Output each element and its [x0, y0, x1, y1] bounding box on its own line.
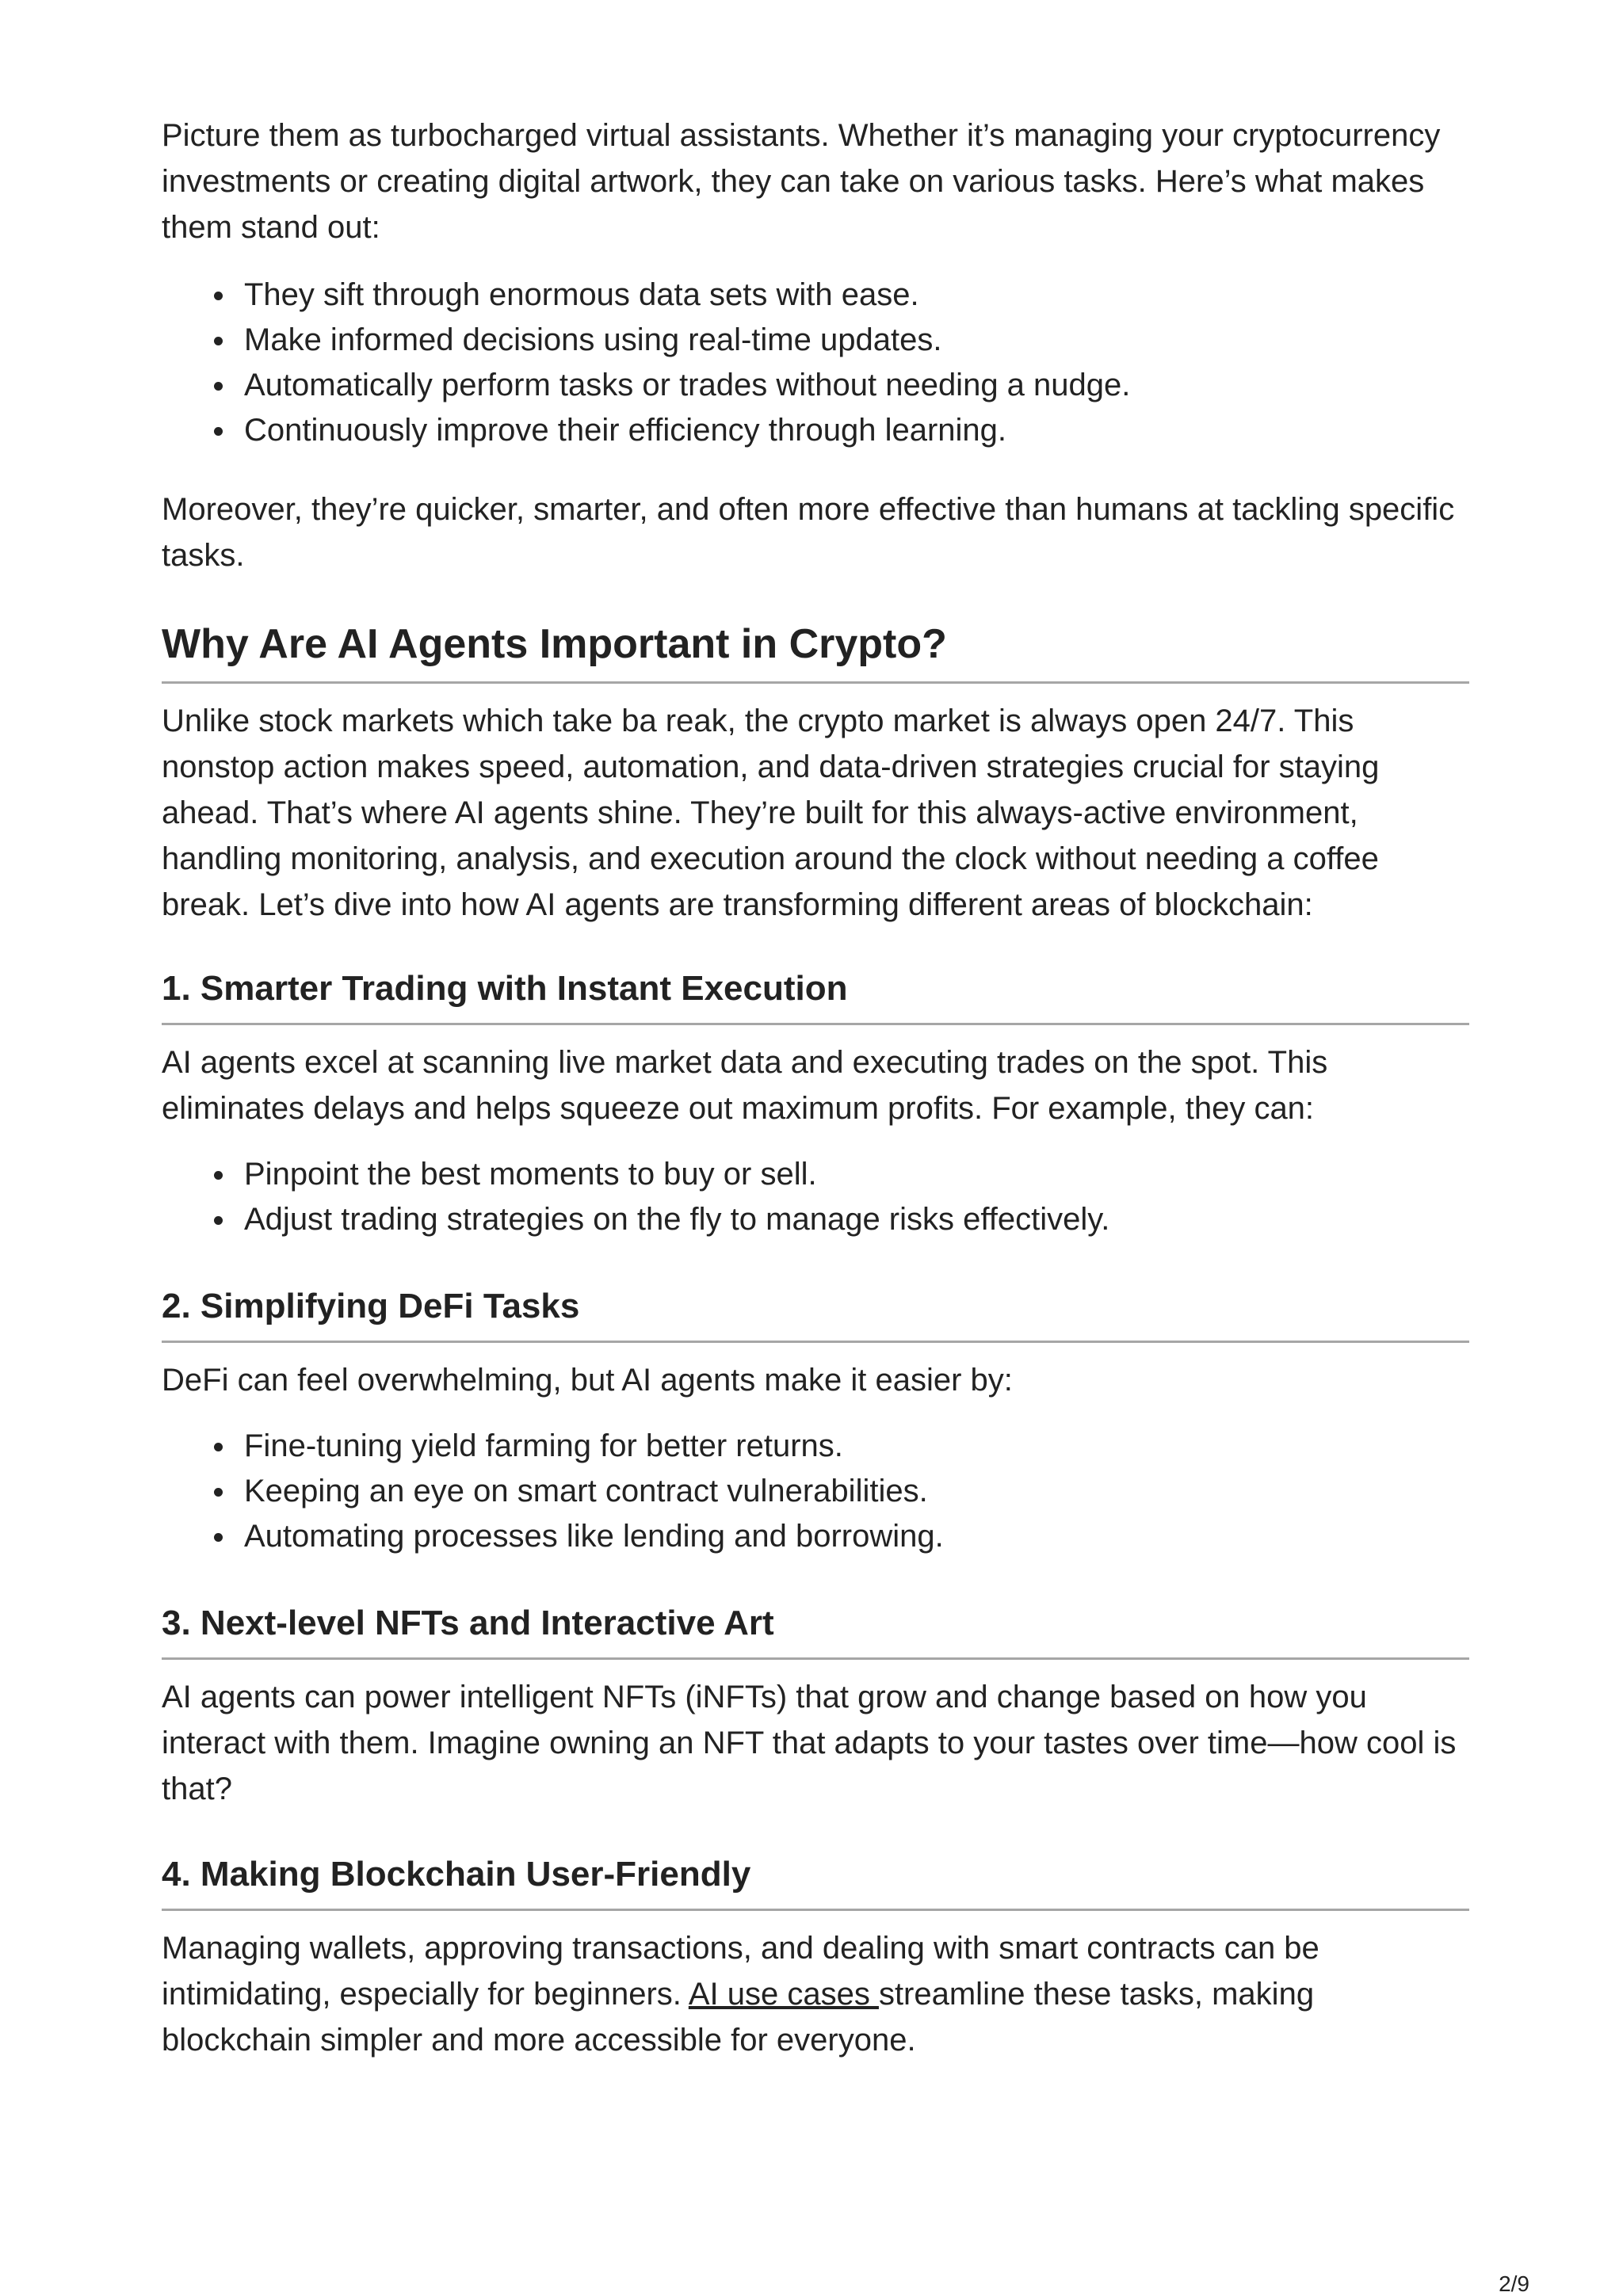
- trading-bullet-list: [162, 1152, 1469, 1242]
- subheading-nfts: 3. Next-level NFTs and Interactive Art: [162, 1602, 1469, 1660]
- list-item: Fine-tuning yield farming for better returns.: [162, 1424, 1469, 1469]
- subheading-defi: 2. Simplifying DeFi Tasks: [162, 1285, 1469, 1343]
- list-item: Continuously improve their efficiency through learning.: [162, 408, 1469, 453]
- defi-paragraph: DeFi can feel overwhelming, but AI agents make it easier by:: [162, 1363, 1013, 1398]
- user-friendly-paragraph: [162, 1925, 1469, 2063]
- user-friendly-text-before: Managing wallets, approving transactions, and dealing with smart contracts can be intimidating, especially for beginners.: [162, 1931, 1319, 2012]
- list-item: Keeping an eye on smart contract vulnerabilities.: [162, 1469, 1469, 1514]
- article-body: [162, 113, 1469, 2063]
- subheading-user-friendly: 4. Making Blockchain User-Friendly: [162, 1853, 1469, 1911]
- list-item: They sift through enormous data sets with ease.: [162, 273, 1469, 318]
- ai-use-cases-link[interactable]: AI use cases: [688, 1977, 879, 2012]
- subheading-trading: 1. Smarter Trading with Instant Execution: [162, 967, 1469, 1025]
- page-number: 2/9: [1499, 2271, 1529, 2296]
- intro-closing-paragraph: Moreover, they’re quicker, smarter, and often more effective than humans at tackling specific tasks.: [162, 492, 1455, 573]
- trading-paragraph: AI agents excel at scanning live market data and executing trades on the spot. This eliminates delays and helps squeeze out maximum profits. For example, they can:: [162, 1045, 1328, 1126]
- intro-bullet-list: [162, 273, 1469, 453]
- section-paragraph: Unlike stock markets which take ba reak, the crypto market is always open 24/7. This nonstop action makes speed, automation, and data-driven strategies crucial for staying ahead. That’s where AI agents shine. They’re built for this always-active environment, handling monitoring, analysis, and execution around the clock without needing a coffee break. Let’s dive into how AI agents are transforming different areas of blockchain:: [162, 704, 1380, 922]
- section-heading: Why Are AI Agents Important in Crypto?: [162, 620, 1469, 684]
- nfts-paragraph: AI agents can power intelligent NFTs (iNFTs) that grow and change based on how you interact with them. Imagine owning an NFT that adapts to your tastes over time—how cool is that?: [162, 1680, 1457, 1806]
- list-item: Pinpoint the best moments to buy or sell.: [162, 1152, 1469, 1197]
- list-item: Automating processes like lending and borrowing.: [162, 1514, 1469, 1559]
- list-item: Adjust trading strategies on the fly to manage risks effectively.: [162, 1197, 1469, 1242]
- user-friendly-text-after: streamline these tasks, making blockchain simpler and more accessible for everyone.: [162, 1977, 1315, 2058]
- list-item: Automatically perform tasks or trades without needing a nudge.: [162, 363, 1469, 408]
- intro-paragraph: Picture them as turbocharged virtual assistants. Whether it’s managing your cryptocurrency investments or creating digital artwork, they can take on various tasks. Here’s what makes them stand out:: [162, 118, 1441, 245]
- list-item: Make informed decisions using real-time updates.: [162, 318, 1469, 363]
- defi-bullet-list: [162, 1424, 1469, 1559]
